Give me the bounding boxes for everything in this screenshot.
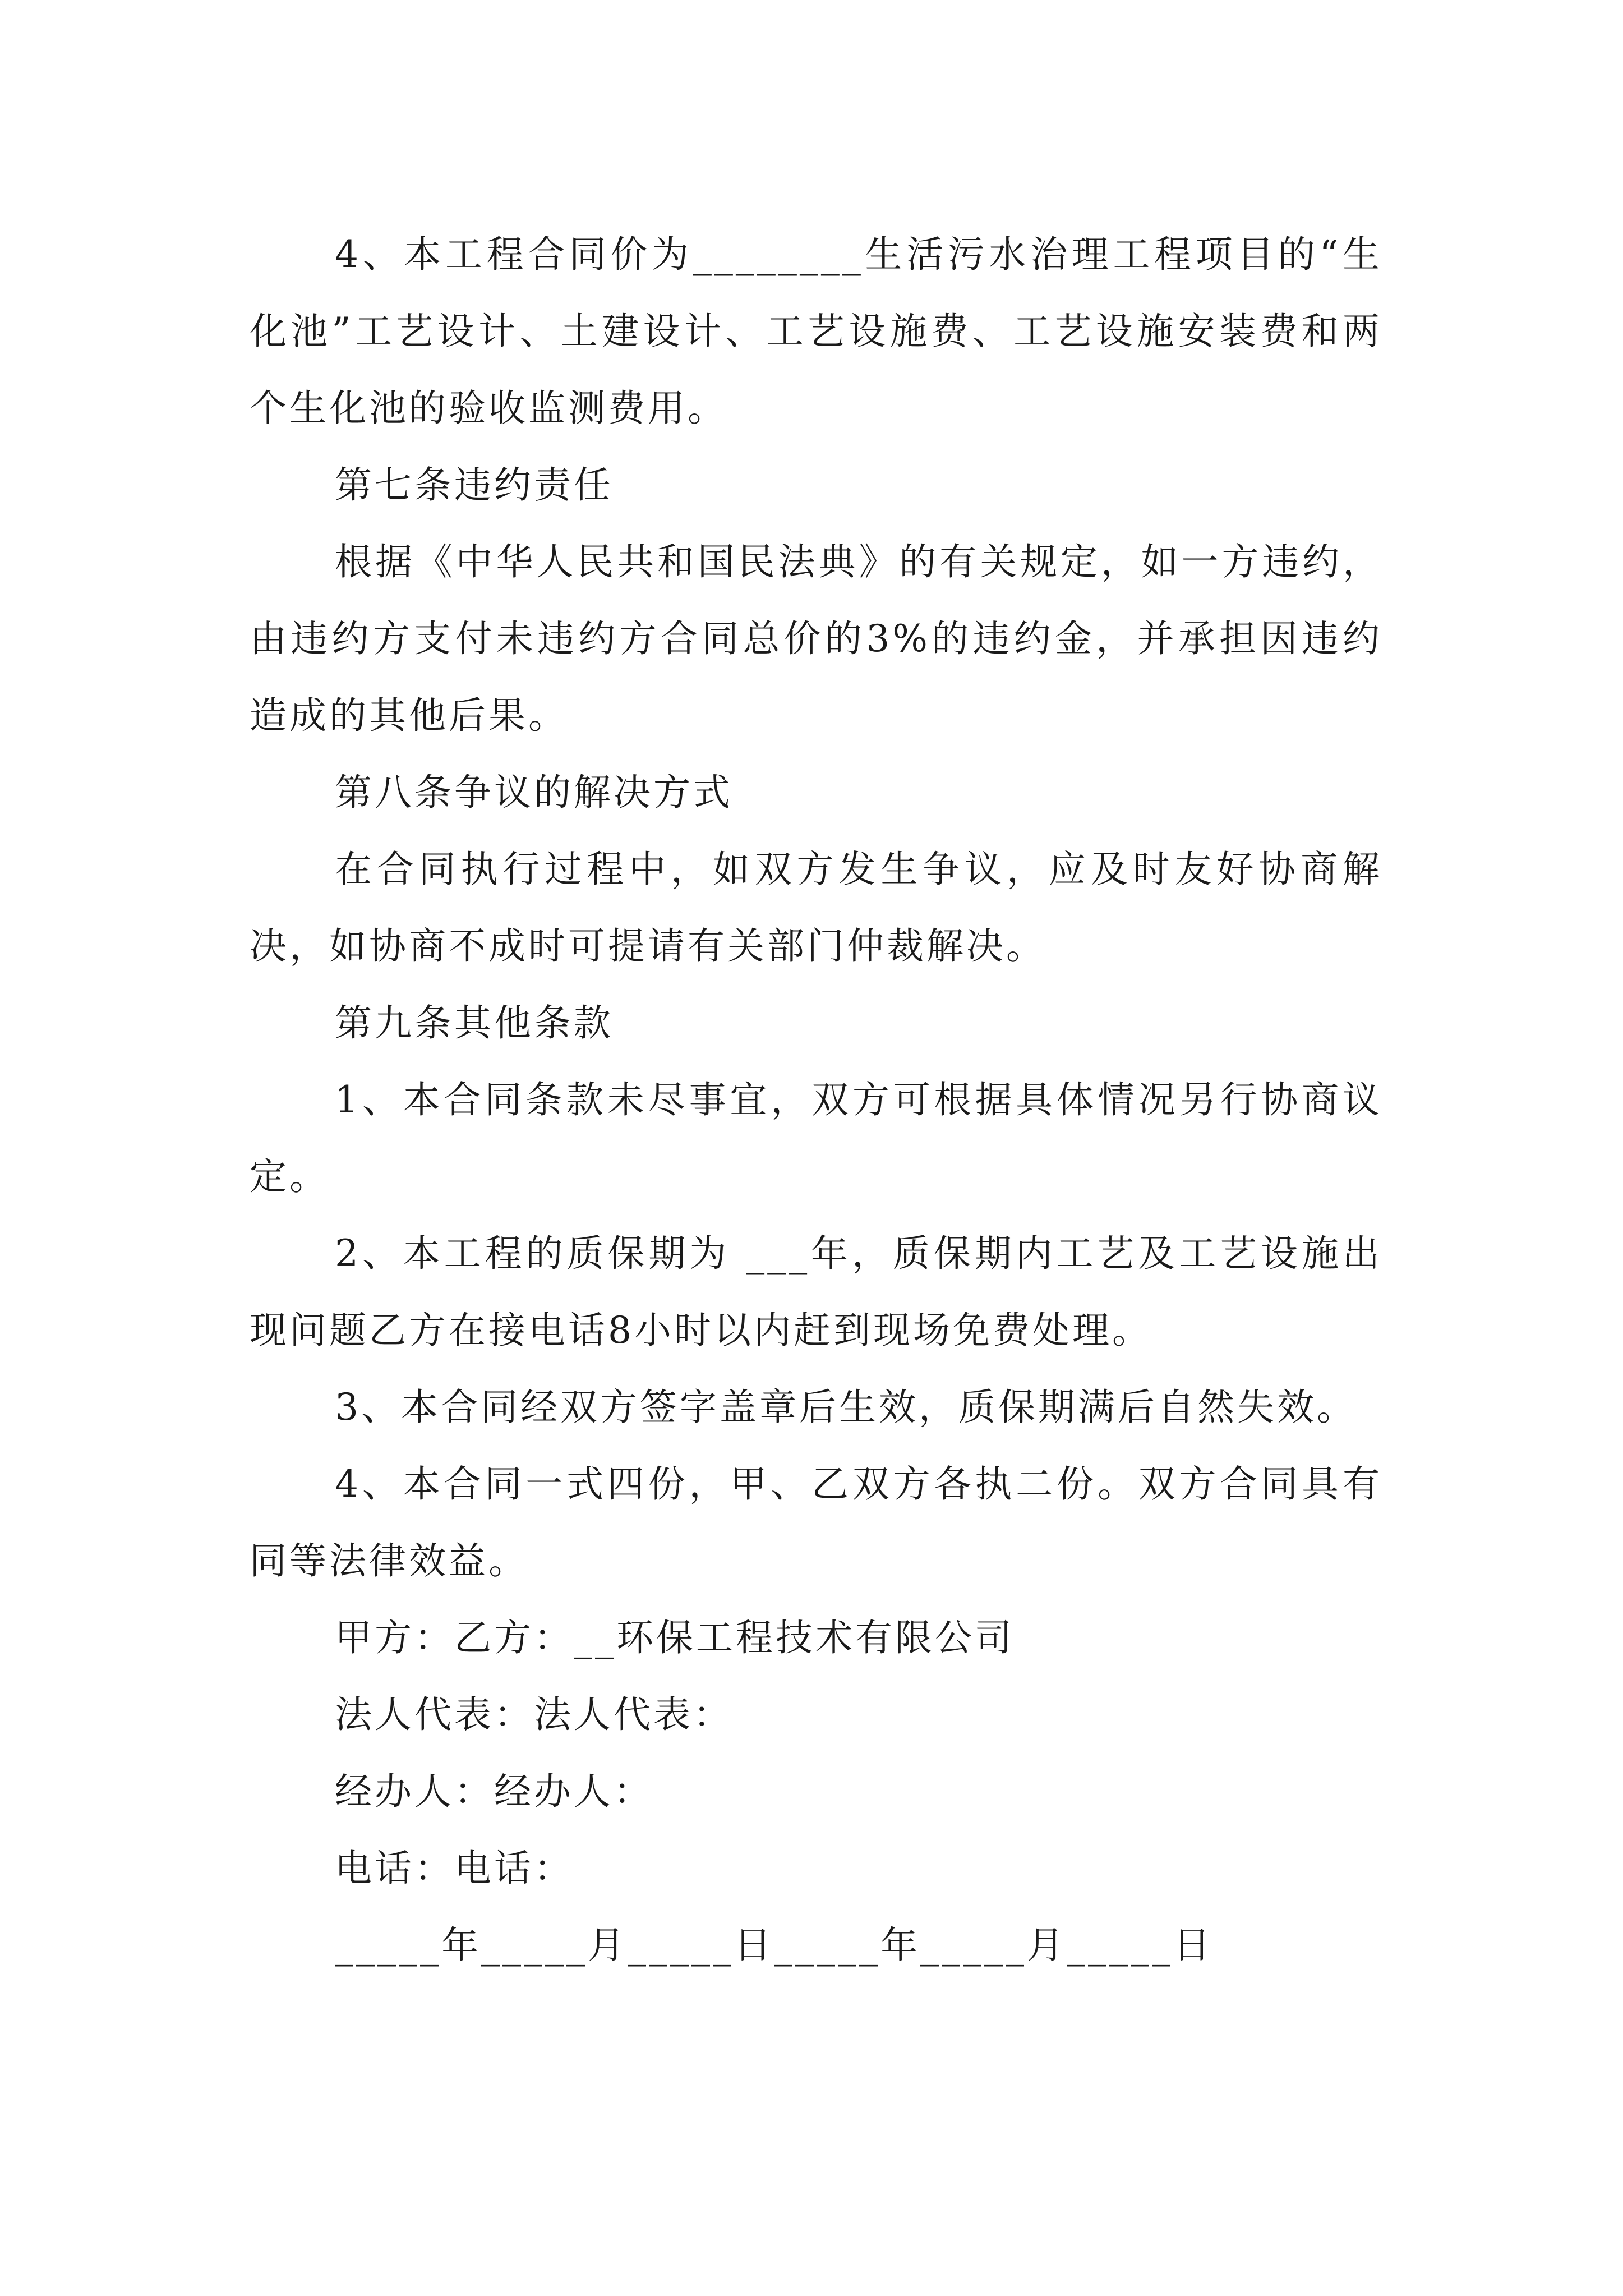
clause-other-1: 1、本合同条款未尽事宜，双方可根据具体情况另行协商议定。 [250,1078,1382,1198]
clause-other-4-copies: 4、本合同一式四份，甲、乙双方各执二份。双方合同具有同等法律效益。 [250,1462,1382,1582]
clause-price: 4、本工程合同价为________生活污水治理工程项目的“生化池”工艺设计、土建设计、工艺设施费、工艺设施安装费和两个生化池的验收监测费用。 [250,233,1382,430]
clause-dispute-resolution: 在合同执行过程中，如双方发生争议，应及时友好协商解决，如协商不成时可提请有关部门仲裁解决。 [250,848,1382,968]
document-page [250,216,1382,1984]
clause-breach-liability: 根据《中华人民共和国民法典》的有关规定，如一方违约，由违约方支付未违约方合同总价的3%的违约金，并承担因违约造成的其他后果。 [250,540,1382,737]
signature-agent-line: 经办人：经办人： [335,1770,653,1813]
clause-other-3-effective: 3、本合同经双方签字盖章后生效，质保期满后自然失效。 [335,1386,1357,1429]
heading-article-7: 第七条违约责任 [335,463,614,507]
signature-party-line: 甲方：乙方：__环保工程技术有限公司 [335,1616,1015,1659]
signature-date-line: _____年_____月_____日_____年_____月_____日 [335,1924,1213,1967]
heading-article-8: 第八条争议的解决方式 [335,771,733,814]
signature-phone-line: 电话：电话： [335,1847,574,1890]
heading-article-9: 第九条其他条款 [335,1001,614,1045]
signature-legal-rep-line: 法人代表：法人代表： [335,1693,733,1736]
clause-other-2-warranty: 2、本工程的质保期为 ___年，质保期内工艺及工艺设施出现问题乙方在接电话8小时以内赶到现场免费处理。 [250,1232,1382,1352]
